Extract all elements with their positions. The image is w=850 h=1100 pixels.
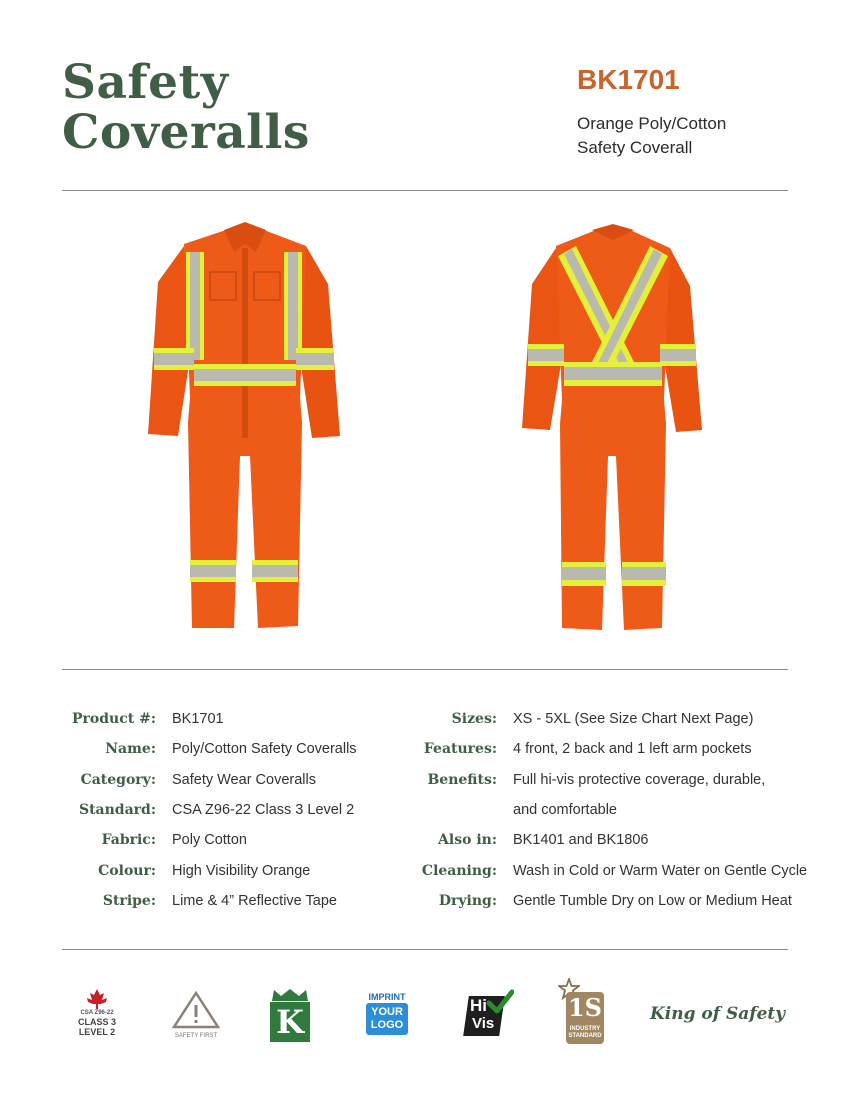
coverall-back-image	[518, 224, 708, 634]
spec-label: Fabric:	[101, 832, 156, 849]
k-letter: K	[270, 1002, 310, 1042]
specs-left-column	[62, 704, 357, 916]
spec-value: BK1401 and BK1806	[513, 832, 649, 849]
hi-vis-logo	[464, 988, 514, 1038]
maple-leaf-icon	[70, 988, 124, 1010]
spec-row	[62, 825, 357, 855]
spec-label: Cleaning:	[421, 862, 497, 879]
top-divider	[62, 190, 788, 191]
spec-label: Colour:	[98, 862, 156, 879]
spec-value: Gentle Tumble Dry on Low or Medium Heat	[513, 892, 792, 909]
spec-row	[400, 886, 807, 916]
imprint-logo	[366, 992, 408, 1035]
product-subtitle	[577, 112, 797, 160]
specs-right-column	[400, 704, 807, 916]
spec-value: and comfortable	[513, 802, 617, 819]
subtitle-line-2: Safety Coverall	[577, 138, 693, 157]
spec-row	[62, 795, 357, 825]
spec-value: Safety Wear Coveralls	[172, 771, 316, 788]
industry-line-1: INDUSTRY	[569, 1026, 601, 1032]
spec-row	[400, 825, 807, 855]
product-code: BK1701	[577, 64, 680, 95]
spec-row	[400, 704, 807, 734]
spec-label: Benefits:	[427, 771, 497, 788]
spec-label: Sizes:	[451, 711, 497, 728]
imprint-text: IMPRINT	[368, 992, 406, 1002]
spec-row	[62, 855, 357, 885]
subtitle-line-1: Orange Poly/Cotton	[577, 114, 727, 133]
spec-value: Poly Cotton	[172, 832, 247, 849]
safety-first-logo	[170, 990, 222, 1039]
spec-value: Full hi-vis protective coverage, durable,	[513, 771, 766, 788]
spec-value: Poly/Cotton Safety Coveralls	[172, 741, 357, 758]
hi-vis-bottom-text: Vis	[472, 1015, 495, 1032]
k-brand-logo	[270, 988, 310, 1046]
csa-class-text: CLASS 3	[77, 1017, 116, 1027]
spec-value: Lime & 4” Reflective Tape	[172, 892, 337, 909]
spec-value: High Visibility Orange	[172, 862, 311, 879]
bottom-divider	[62, 949, 788, 950]
page-title	[62, 55, 310, 160]
safety-first-text: SAFETY FIRST	[174, 1033, 218, 1039]
spec-row	[62, 734, 357, 764]
spec-value: Wash in Cold or Warm Water on Gentle Cycle	[513, 862, 808, 879]
spec-label: Name:	[105, 741, 156, 758]
spec-label: Stripe:	[102, 892, 156, 909]
csa-level-text: LEVEL 2	[78, 1027, 116, 1037]
imprint-line-1: YOUR	[371, 1006, 403, 1018]
spec-row	[62, 886, 357, 916]
spec-label: Standard:	[78, 802, 156, 819]
imprint-line-2: LOGO	[370, 1019, 404, 1031]
spec-label: Product #:	[72, 711, 156, 728]
coverall-front-image	[140, 222, 350, 634]
industry-standard-logo	[558, 978, 606, 1046]
spec-label: Also in:	[438, 832, 497, 849]
spec-row	[400, 765, 807, 795]
csa-class3-logo	[70, 988, 124, 1037]
spec-value: CSA Z96-22 Class 3 Level 2	[172, 802, 355, 819]
check-icon	[486, 988, 514, 1016]
csa-standard-text: CSA Z96-22	[80, 1010, 114, 1016]
industry-big-text: 1S	[567, 993, 603, 1022]
title-line-1: Safety	[62, 55, 229, 110]
spec-row	[400, 734, 807, 764]
spec-row	[62, 704, 357, 734]
title-line-2: Coveralls	[62, 105, 310, 160]
spec-label: Category:	[80, 771, 156, 788]
king-of-safety-logo: King of Safety	[650, 1004, 786, 1024]
crown-icon	[270, 988, 310, 1002]
industry-line-2: STANDARD	[568, 1033, 602, 1039]
spec-value: 4 front, 2 back and 1 left arm pockets	[513, 741, 752, 758]
spec-value: XS - 5XL (See Size Chart Next Page)	[513, 711, 754, 728]
spec-row	[400, 795, 807, 825]
spec-row	[62, 765, 357, 795]
hi-vis-top-text: Hi	[470, 996, 487, 1015]
imprint-badge	[366, 1003, 408, 1035]
spec-value: BK1701	[172, 711, 224, 728]
spec-label: Drying:	[438, 892, 497, 909]
spec-row	[400, 855, 807, 885]
warning-triangle-icon	[170, 990, 222, 1030]
spec-label: Features:	[423, 741, 497, 758]
middle-divider	[62, 669, 788, 670]
